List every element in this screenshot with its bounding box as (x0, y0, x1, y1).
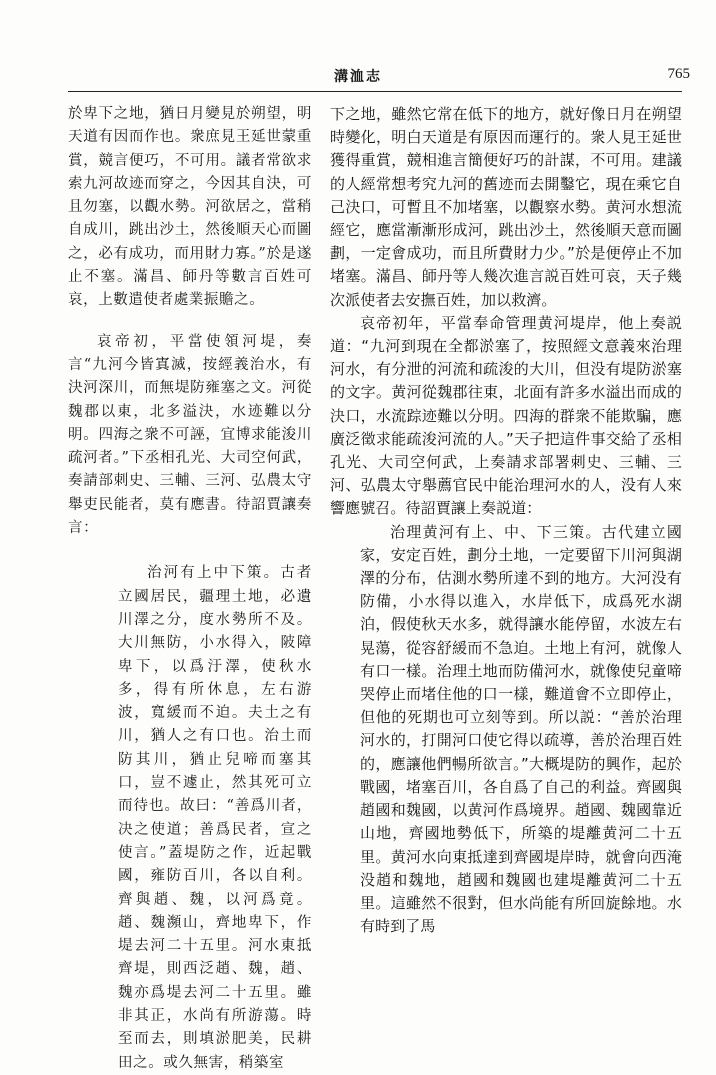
translation-quoted-memorial: 治理黄河有上、中、下三策。古代建立國家，安定百姓，劃分土地，一定要留下川河與湖澤的分布，估測水勢所達不到的地方。大河没有防備，小水得以進入，水岸低下，成爲死水湖泊，假使秋天水多，就得讓水能停留，水波左右晃蕩，從容舒緩而不急迫。土地上有河，就像人有口一樣。治理土地而防備河水，就像使兒童啼哭停止而堵住他的口一樣，難道會不立即停止，但他的死期也可立刻等到。所以説：“善於治理河水的，打開河口使它得以疏導，善於治理百姓的，應讓他們暢所欲言。”大概堤防的興作，起於戰國，堵塞百川，各自爲了自己的利益。齊國與趙國和魏國，以黄河作爲境界。趙國、魏國靠近山地，齊國地勢低下，所築的堤離黄河二十五里。黄河水向東抵達到齊國堤岸時，就會向西淹没趙和魏地，趙國和魏國也建堤離黄河二十五里。這雖然不很對，但水尚能有所回旋餘地。水有時到了馬 (360, 522, 682, 936)
classical-paragraph-1: 於卑下之地，猶日月變見於朔望，明天道有因而作也。衆庶見王延世蒙重賞，競言便巧，不可用。議者常欲求索九河故迹而穿之，今因其自決，可且勿塞，以觀水勢。河欲居之，當稍自成川，跳出沙土，然後順天心而圖之，必有成功，而用財力寡。”於是遂止不塞。滿昌、師丹等數言百姓可哀，上數遣使者處業振贍之。 (68, 106, 312, 309)
chapter-title: 溝洫志 (334, 69, 382, 85)
translation-column (330, 103, 682, 938)
classical-text-column (68, 103, 312, 1075)
classical-paragraph-2: 哀帝初，平當使領河堤，奏言“九河今皆寘滅，按經義治水，有決河深川，而無堤防雍塞之文。河從魏郡以東，北多溢決，水迹難以分明。四海之衆不可誣，宜博求能浚川疏河者。”下丞相孔光、大司空何武，奏請部刺史、三輔、三河、弘農太守舉吏民能者，莫有應書。待詔賈讓奏言： (68, 333, 312, 537)
translation-paragraph-2: 哀帝初年，平當奉命管理黄河堤岸，他上奏説道：“九河到現在全都淤塞了，按照經文意義來治理河水，有分泄的河流和疏浚的大川，但没有堤防淤塞的文字。黄河從魏郡往東，北面有許多水溢出而成的決口，水流踪迹難以分明。四海的群衆不能欺騙，應廣泛徵求能疏浚河流的人。”天子把這件事交給了丞相孔光、大司空何武，上奏請求部署刺史、三輔、三河、弘農太守舉薦官民中能治理河水的人，没有人來響應號召。待詔賈讓上奏説道： (330, 313, 682, 518)
running-header (0, 64, 716, 90)
translation-paragraph-1: 下之地，雖然它常在低下的地方，就好像日月在朔望時變化，明白天道是有原因而運行的。衆人見王延世獲得重賞，競相進言簡便好巧的計謀，不可用。建議的人經常想考究九河的舊迹而去開鑿它，現在乘它自己決口，可暫且不加堵塞，以觀察水勢。黄河水想流經它，應當漸漸形成河，跳出沙土，然後順天意而圖劃，一定會成功，而且所費財力少。”於是便停止不加堵塞。滿昌、師丹等人幾次進言説百姓可哀，天子幾次派使者去安撫百姓，加以救濟。 (330, 105, 682, 309)
classical-quoted-memorial: 治河有上中下策。古者立國居民，疆理土地，必遺川澤之分，度水勢所不及。大川無防，小水得入，陂障卑下，以爲汙澤，使秋水多，得有所休息，左右游波，寬緩而不迫。夫土之有川，猶人之有口也。治土而防其川，猶止兒啼而塞其口，豈不遽止，然其死可立而待也。故曰：“善爲川者，决之使道；善爲民者，宣之使言。”蓋堤防之作，近起戰國，雍防百川，各以自利。齊與趙、魏，以河爲竟。趙、魏瀕山，齊地卑下，作堤去河二十五里。河水東抵齊堤，則西泛趙、魏，趙、魏亦爲堤去河二十五里。雖非其正，水尚有所游蕩。時至而去，則填淤肥美，民耕田之。或久無害，稍築室 (118, 565, 312, 1071)
header-rule (68, 91, 682, 92)
page-number: 765 (667, 66, 690, 82)
